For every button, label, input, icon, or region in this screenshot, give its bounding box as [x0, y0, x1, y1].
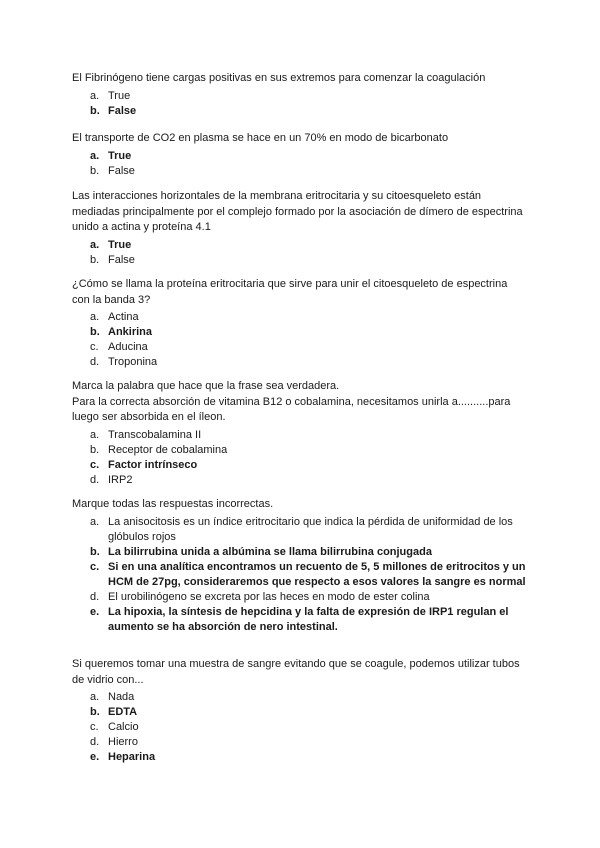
- question-stem-line: con la banda 3?: [72, 293, 151, 306]
- answer-option: [72, 690, 530, 705]
- option-text: Factor intrínseco: [108, 458, 198, 471]
- option-list: [72, 310, 530, 370]
- answer-option: [72, 428, 530, 443]
- question-1: [72, 71, 530, 119]
- answer-option: [72, 473, 530, 488]
- option-letter: b.: [90, 253, 100, 266]
- answer-option: [72, 340, 530, 355]
- option-text: Receptor de cobalamina: [108, 443, 228, 456]
- option-text: Actina: [108, 311, 139, 323]
- answer-option: [72, 310, 530, 325]
- option-letter: a.: [90, 311, 100, 323]
- option-text: Si en una analítica encontramos un recuento de 5, 5 millones de eritrocitos y un HCM de 27pg, consideraremos que respecto a esos valores la sangre es normal: [108, 560, 526, 588]
- question-stem-line: unido a actina y proteína 4.1: [72, 221, 211, 233]
- option-text: Aducina: [108, 341, 148, 353]
- answer-option: [72, 443, 530, 458]
- option-text: False: [108, 104, 137, 117]
- option-list: [72, 515, 530, 635]
- option-text: Heparina: [108, 751, 156, 763]
- option-text: El urobilinógeno se excreta por las heces en modo de ester colina: [108, 590, 430, 603]
- question-stem-line: Marque todas las respuestas incorrectas.: [72, 498, 274, 510]
- option-text: Nada: [108, 691, 135, 703]
- option-list: [72, 89, 530, 119]
- option-list: [72, 238, 530, 268]
- question-stem-line: de vidrio con...: [72, 673, 144, 686]
- question-stem-line: Si queremos tomar una muestra de sangre evitando que se coagule, podemos utilizar tubos: [72, 658, 520, 670]
- option-letter: e.: [90, 605, 100, 618]
- option-letter: a.: [90, 89, 100, 102]
- question-stem-line: ¿Cómo se llama la proteína eritrocitaria que sirve para unir el citoesqueleto de espectrina: [72, 278, 508, 290]
- option-letter: a.: [90, 238, 100, 251]
- option-letter: c.: [90, 721, 99, 733]
- answer-option: [72, 590, 530, 605]
- question-4: [72, 277, 530, 370]
- option-letter: d.: [90, 356, 100, 368]
- question-stem-line: mediadas principalmente por el complejo formado por la asociación de dímero de espectrina: [72, 205, 523, 218]
- answer-option: [72, 355, 530, 370]
- option-list: [72, 690, 530, 765]
- answer-option: [72, 750, 530, 765]
- option-text: La bilirrubina unida a albúmina se llama bilirrubina conjugada: [108, 545, 432, 558]
- option-letter: d.: [90, 473, 100, 486]
- option-letter: b.: [90, 443, 100, 456]
- answer-option: [72, 705, 530, 720]
- option-text: IRP2: [108, 473, 133, 486]
- option-text: La anisocitosis es un índice eritrocitario que indica la pérdida de uniformidad de los glóbulos rojos: [108, 515, 513, 543]
- option-letter: b.: [90, 104, 100, 117]
- option-text: False: [108, 164, 135, 177]
- answer-option: [72, 560, 530, 590]
- question-6: [72, 497, 530, 635]
- question-stem-line: Marca la palabra que hace que la frase sea verdadera.: [72, 380, 340, 392]
- option-text: Calcio: [108, 721, 139, 733]
- option-letter: a.: [90, 428, 100, 441]
- answer-option: [72, 720, 530, 735]
- answer-option: [72, 164, 530, 179]
- option-letter: d.: [90, 736, 100, 748]
- answer-option: [72, 325, 530, 340]
- answer-option: [72, 238, 530, 253]
- question-3: [72, 189, 530, 268]
- option-letter: a.: [90, 691, 100, 703]
- option-letter: b.: [90, 164, 100, 177]
- option-text: Ankirina: [108, 326, 153, 338]
- option-text: True: [108, 89, 131, 102]
- option-letter: c.: [90, 560, 100, 573]
- option-text: True: [108, 149, 132, 162]
- answer-option: [72, 104, 530, 119]
- question-stem-line: El Fibrinógeno tiene cargas positivas en sus extremos para comenzar la coagulación: [72, 72, 486, 84]
- option-text: False: [108, 253, 135, 266]
- option-text: Transcobalamina II: [108, 428, 202, 441]
- answer-option: [72, 605, 530, 635]
- answer-option: [72, 149, 530, 164]
- answer-option: [72, 89, 530, 104]
- option-letter: b.: [90, 545, 100, 558]
- option-letter: c.: [90, 341, 99, 353]
- option-letter: d.: [90, 590, 100, 603]
- option-letter: b.: [90, 706, 100, 718]
- question-2: [72, 131, 530, 179]
- option-letter: a.: [90, 515, 100, 528]
- option-letter: a.: [90, 149, 100, 162]
- question-7: [72, 657, 530, 765]
- option-text: Hierro: [108, 736, 138, 748]
- question-stem-line: luego ser absorbida en el íleon.: [72, 411, 226, 423]
- option-letter: c.: [90, 458, 100, 471]
- question-stem-line: Las interacciones horizontales de la membrana eritrocitaria y su citoesqueleto están: [72, 190, 482, 202]
- question-stem-line: El transporte de CO2 en plasma se hace en un 70% en modo de bicarbonato: [72, 132, 449, 144]
- option-text: EDTA: [108, 706, 138, 718]
- option-list: [72, 149, 530, 179]
- option-letter: e.: [90, 751, 100, 763]
- answer-option: [72, 735, 530, 750]
- answer-option: [72, 545, 530, 560]
- option-list: [72, 428, 530, 488]
- option-text: La hipoxia, la síntesis de hepcidina y la falta de expresión de IRP1 regulan el aumento se ha absorción de nero intestinal.: [108, 605, 509, 633]
- question-5: [72, 379, 530, 488]
- option-text: True: [108, 238, 132, 251]
- option-text: Troponina: [108, 356, 158, 368]
- answer-option: [72, 253, 530, 268]
- option-letter: b.: [90, 326, 100, 338]
- question-stem-line: Para la correcta absorción de vitamina B12 o cobalamina, necesitamos unirla a..........para: [72, 395, 511, 408]
- answer-option: [72, 515, 530, 545]
- answer-option: [72, 458, 530, 473]
